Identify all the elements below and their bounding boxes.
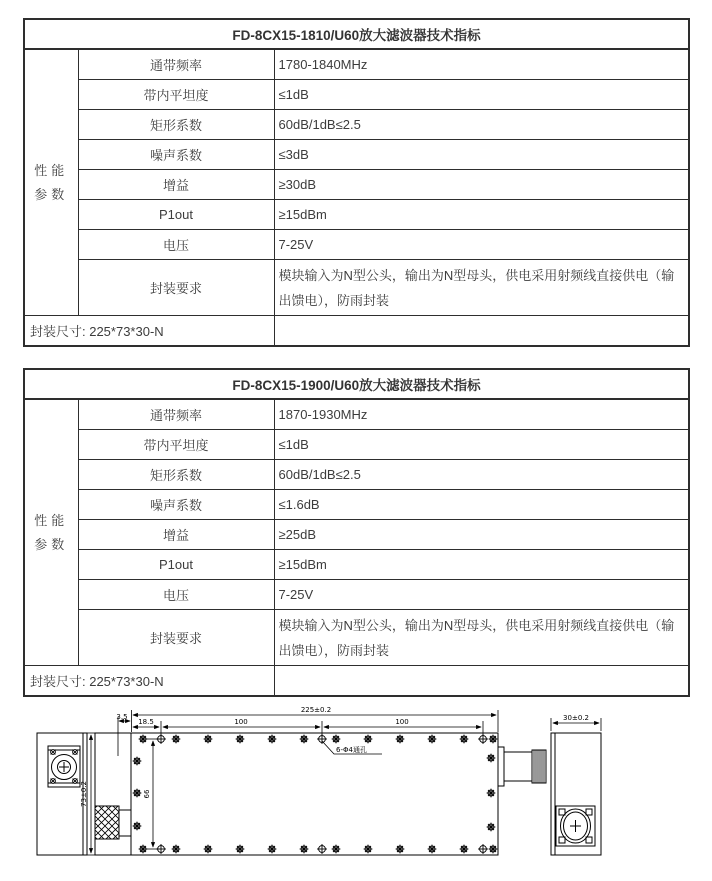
dimension-lines [87,710,601,855]
param-value: ≤3dB [274,140,689,170]
hole-callout: 6-Φ4通孔 [336,746,367,754]
param-label: P1out [78,550,274,580]
param-label: 增益 [78,170,274,200]
dim-span2: 100 [395,718,409,726]
dim-end-width: 30±0.2 [563,714,589,722]
param-label: 通带频率 [78,49,274,80]
param-value: 1780-1840MHz [274,49,689,80]
crosshatch-gland [95,806,119,839]
param-label: 矩形系数 [78,110,274,140]
package-size: 封装尺寸: 225*73*30-N [24,316,274,347]
param-value: ≤1.6dB [274,490,689,520]
param-value: ≥15dBm [274,550,689,580]
side-screw-columns [133,754,496,832]
dim-hole-offset: 18.5 [138,718,154,726]
dim-total-length: 225±0.2 [300,706,332,714]
mechanical-dimension-drawing [0,688,712,881]
right-end-view [551,733,601,855]
param-label: 噪声系数 [78,140,274,170]
param-value: ≥15dBm [274,200,689,230]
dim-hole-vspan: 66 [143,789,151,799]
param-label: 通带频率 [78,399,274,430]
param-value: 60dB/1dB≤2.5 [274,460,689,490]
package-size: 封装尺寸: 225*73*30-N [24,666,274,697]
param-label: 电压 [78,580,274,610]
param-value: ≥30dB [274,170,689,200]
param-value: ≤1dB [274,430,689,460]
param-value: 60dB/1dB≤2.5 [274,110,689,140]
table-title: FD-8CX15-1900/U60放大滤波器技术指标 [24,369,689,399]
param-value: ≤1dB [274,80,689,110]
param-value: 模块输入为N型公头，输出为N型母头，供电采用射频线直接供电（输出馈电），防雨封装 [274,610,689,666]
param-label: 带内平坦度 [78,80,274,110]
table-title: FD-8CX15-1810/U60放大滤波器技术指标 [24,19,689,49]
param-label: 电压 [78,230,274,260]
param-label: 增益 [78,520,274,550]
dim-edge: 3.5 [116,713,128,721]
main-body-top-view [95,733,498,855]
top-screw-row [139,734,498,744]
param-value: ≥25dB [274,520,689,550]
spec-table-1810 [23,18,690,347]
footer-empty-cell [274,316,689,347]
dim-height: 73±0.2 [80,781,88,807]
param-label: 噪声系数 [78,490,274,520]
param-label: 矩形系数 [78,460,274,490]
param-value: 模块输入为N型公头，输出为N型母头，供电采用射频线直接供电（输出馈电），防雨封装 [274,260,689,316]
param-value: 7-25V [274,230,689,260]
param-label: 封装要求 [78,610,274,666]
param-label: P1out [78,200,274,230]
param-value: 7-25V [274,580,689,610]
bottom-screw-row [139,844,498,854]
spec-table-1900 [23,368,690,697]
rf-connector [498,747,546,786]
param-label: 带内平坦度 [78,430,274,460]
param-label: 封装要求 [78,260,274,316]
dim-span1: 100 [234,718,248,726]
group-label: 性能参数 [24,49,78,316]
group-label: 性能参数 [24,399,78,666]
param-value: 1870-1930MHz [274,399,689,430]
